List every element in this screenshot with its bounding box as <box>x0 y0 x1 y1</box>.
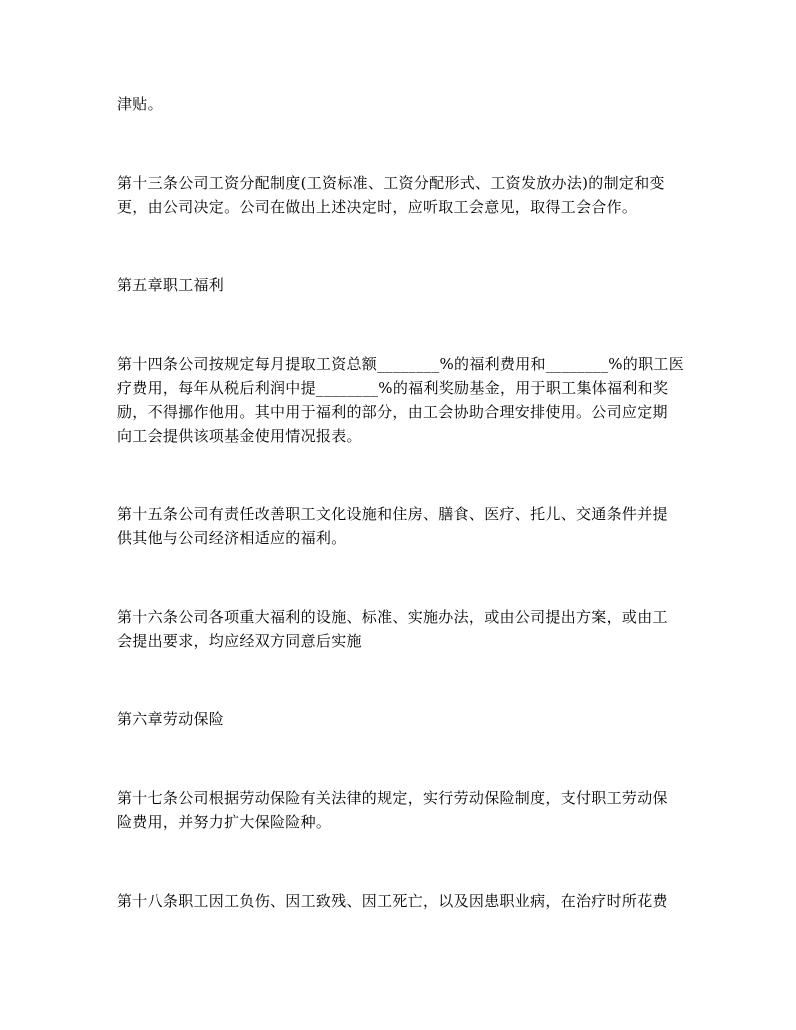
paragraph-article-17 <box>117 786 683 834</box>
text-line: 第十三条公司工资分配制度(工资标准、工资分配形式、工资发放办法)的制定和变 <box>117 174 665 192</box>
paragraph-article-18 <box>117 889 683 913</box>
heading-chapter-5 <box>117 273 683 297</box>
text-line: 会提出要求，均应经双方同意后实施 <box>117 632 362 650</box>
text-line: 津贴。 <box>117 95 163 113</box>
heading-chapter-6 <box>117 707 683 731</box>
paragraph-article-15 <box>117 502 683 550</box>
text-line: 第十五条公司有责任改善职工文化设施和住房、膳食、医疗、托儿、交通条件并提 <box>117 505 668 523</box>
text-line: 励，不得挪作他用。其中用于福利的部分，由工会协助合理安排使用。公司应定期 <box>117 403 668 421</box>
text-line: 疗费用，每年从税后利润中提________%的福利奖励基金，用于职工集体福利和奖 <box>117 379 669 397</box>
text-line: 第十四条公司按规定每月提取工资总额________%的福利费用和________%的职工医 <box>117 355 685 373</box>
text-line: 第十六条公司各项重大福利的设施、标准、实施办法，或由公司提出方案，或由工 <box>117 608 668 626</box>
text-line: 第十七条公司根据劳动保险有关法律的规定，实行劳动保险制度，支付职工劳动保 <box>117 789 668 807</box>
paragraph-article-13 <box>117 171 683 219</box>
paragraph-article-14 <box>117 352 683 448</box>
paragraph-article-16 <box>117 605 683 653</box>
text-line: 向工会提供该项基金使用情况报表。 <box>117 427 362 445</box>
chapter-heading: 第五章职工福利 <box>117 276 225 294</box>
chapter-heading: 第六章劳动保险 <box>117 710 225 728</box>
text-line: 更，由公司决定。公司在做出上述决定时，应听取工会意见，取得工会合作。 <box>117 198 638 216</box>
paragraph-allowance-end <box>117 92 683 116</box>
text-line: 第十八条职工因工负伤、因工致残、因工死亡，以及因患职业病，在治疗时所花费 <box>117 892 668 910</box>
text-line: 险费用，并努力扩大保险险种。 <box>117 813 332 831</box>
text-line: 供其他与公司经济相适应的福利。 <box>117 529 347 547</box>
